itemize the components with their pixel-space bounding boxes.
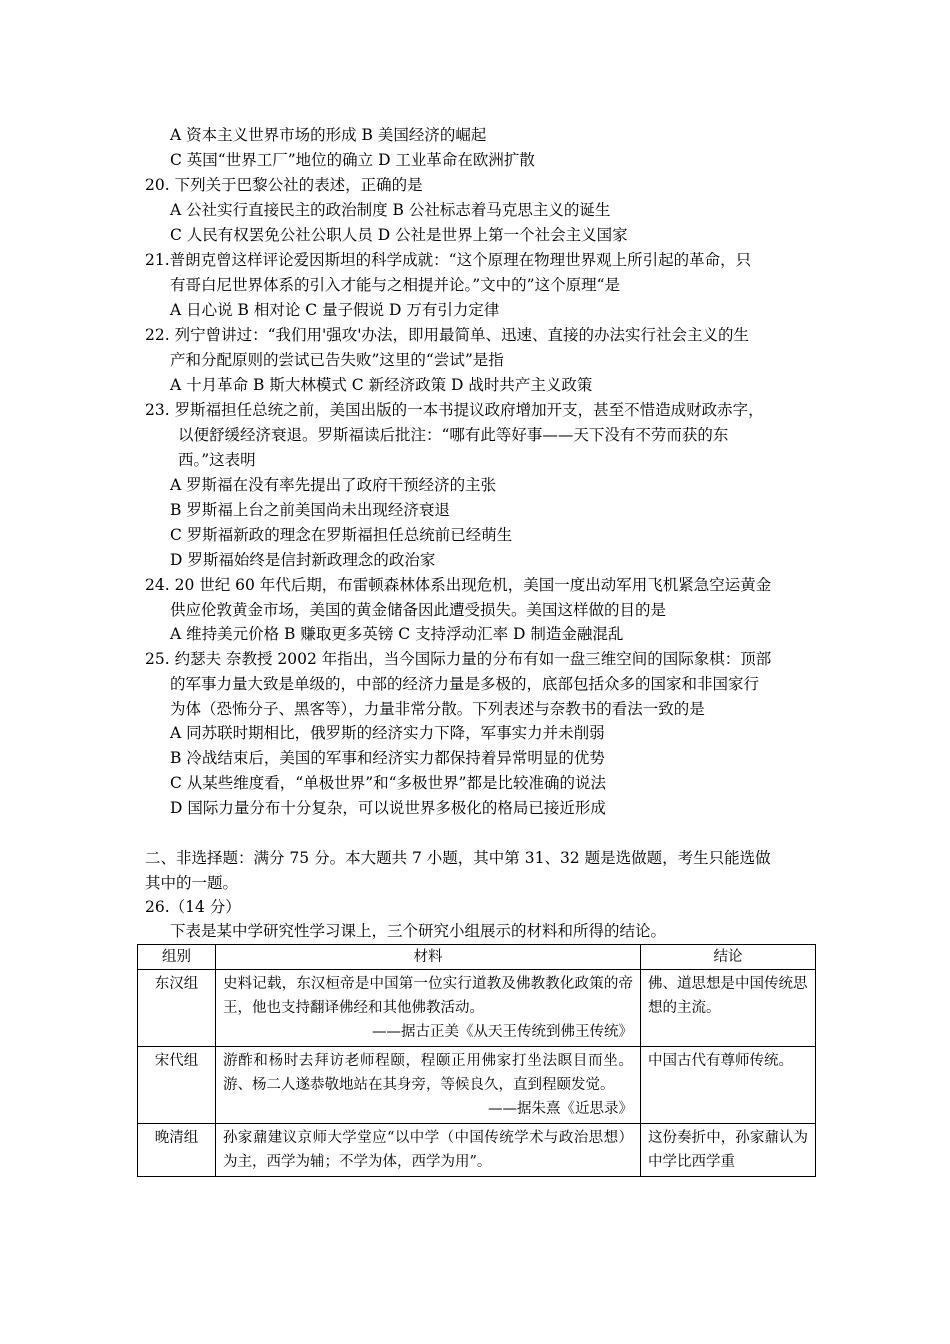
row-source: ——据古正美《从天王传统到佛王传统》 <box>372 1024 633 1040</box>
q25-option-a: A 同苏联时期相比，俄罗斯的经济实力下降，军事实力并未削弱 <box>170 724 605 742</box>
q24-stem-line-1: 24. 20 世纪 60 年代后期，布雷顿森林体系出现危机，美国一度出动军用飞机紧急空运黄金 <box>145 576 772 594</box>
q23-option-d: D 罗斯福始终是信封新政理念的政治家 <box>170 551 436 569</box>
section-2-line-2: 其中的一题。 <box>145 874 239 892</box>
q20-stem: 20. 下列关于巴黎公社的表述，正确的是 <box>145 176 423 194</box>
q24-stem-line-2: 供应伦敦黄金市场，美国的黄金储备因此遭受损失。美国这样做的目的是 <box>170 601 667 619</box>
q25-stem-line-1: 25. 约瑟夫 奈教授 2002 年指出，当今国际力量的分布有如一盘三维空间的国际象棋：顶部 <box>145 650 772 668</box>
q23-option-b: B 罗斯福上台之前美国尚未出现经济衰退 <box>170 501 450 519</box>
row-group: 晚清组 <box>138 1124 216 1177</box>
q21-stem-line-2: 有哥白尼世界体系的引入才能与之相提并论。”文中的”这个原理“是 <box>170 276 621 294</box>
header-conclusion: 结论 <box>641 945 816 970</box>
row-material: 游酢和杨时去拜访老师程颐，程颐正用佛家打坐法瞑目而坐。游、杨二人遂恭敬地站在其身旁，等候良久，直到程颐发觉。 <box>223 1053 633 1093</box>
q26-table <box>137 944 816 1177</box>
q26-intro: 下表是某中学研究性学习课上，三个研究小组展示的材料和所得的结论。 <box>170 922 667 940</box>
section-2-line-1: 二、非选择题：满分 75 分。本大题共 7 小题，其中第 31、32 题是选做题，考生只能选做 <box>145 849 771 867</box>
q25-stem-line-3: 为体（恐怖分子、黑客等），力量非常分散。下列表述与奈教书的看法一致的是 <box>170 700 705 718</box>
q23-stem-line-2: 以便舒缓经济衰退。罗斯福读后批注：“哪有此等好事——天下没有不劳而获的东 <box>178 426 729 444</box>
q24-options: A 维持美元价格 B 赚取更多英镑 C 支持浮动汇率 D 制造金融混乱 <box>170 625 624 643</box>
q19-option-line-1: A 资本主义世界市场的形成 B 美国经济的崛起 <box>170 126 487 144</box>
row-conclusion: 这份奏折中，孙家鼐认为中学比西学重 <box>641 1124 816 1177</box>
q23-option-a: A 罗斯福在没有率先提出了政府干预经济的主张 <box>170 476 497 494</box>
row-material-cell <box>216 1047 641 1124</box>
q23-option-c: C 罗斯福新政的理念在罗斯福担任总统前已经萌生 <box>170 526 513 544</box>
q25-stem-line-2: 的军事力量大致是单级的，中部的经济力量是多极的，底部包括众多的国家和非国家行 <box>170 675 760 693</box>
q19-option-line-2: C 英国“世界工厂”地位的确立 D 工业革命在欧洲扩散 <box>170 151 535 169</box>
table-row <box>138 1124 816 1177</box>
row-group: 宋代组 <box>138 1047 216 1124</box>
header-material: 材料 <box>216 945 641 970</box>
q23-stem-line-1: 23. 罗斯福担任总统之前，美国出版的一本书提议政府增加开支，甚至不惜造成财政赤字， <box>145 401 764 419</box>
table-row <box>138 970 816 1047</box>
q20-option-line-2: C 人民有权罢免公社公职人员 D 公社是世界上第一个社会主义国家 <box>170 226 628 244</box>
q25-option-c: C 从某些维度看，“单极世界”和“多极世界”都是比较准确的说法 <box>170 774 606 792</box>
table-header-row <box>138 945 816 970</box>
row-source: ——据朱熹《近思录》 <box>488 1101 633 1117</box>
q26-heading: 26.（14 分） <box>145 898 241 916</box>
q22-stem-line-2: 产和分配原则的尝试已告失败”这里的“尝试”是指 <box>170 351 504 369</box>
row-conclusion: 中国古代有尊师传统。 <box>641 1047 816 1124</box>
row-group: 东汉组 <box>138 970 216 1047</box>
row-material-cell <box>216 1124 641 1177</box>
header-group: 组别 <box>138 945 216 970</box>
row-material: 史料记载，东汉桓帝是中国第一位实行道教及佛教教化政策的帝王，他也支持翻译佛经和其他佛教活动。 <box>223 976 633 1016</box>
q25-option-d: D 国际力量分布十分复杂，可以说世界多极化的格局已接近形成 <box>170 799 606 817</box>
q21-stem-line-1: 21.普朗克曾这样评论爱因斯坦的科学成就：“这个原理在物理世界观上所引起的革命，只 <box>145 251 752 269</box>
table-row <box>138 1047 816 1124</box>
q22-stem-line-1: 22. 列宁曾讲过：“我们用'强攻'办法，即用最简单、迅速、直接的办法实行社会主义的生 <box>145 326 750 344</box>
q20-option-line-1: A 公社实行直接民主的政治制度 B 公社标志着马克思主义的诞生 <box>170 201 611 219</box>
q25-option-b: B 冷战结束后，美国的军事和经济实力都保持着异常明显的优势 <box>170 749 605 767</box>
row-material-cell <box>216 970 641 1047</box>
row-material: 孙家鼐建议京师大学堂应“以中学（中国传统学术与政治思想）为主，西学为辅；不学为体，西学为用”。 <box>223 1130 633 1170</box>
q21-options: A 日心说 B 相对论 C 量子假说 D 万有引力定律 <box>170 301 500 319</box>
row-conclusion: 佛、道思想是中国传统思想的主流。 <box>641 970 816 1047</box>
q23-stem-line-3: 西。”这表明 <box>178 451 256 469</box>
q22-options: A 十月革命 B 斯大林模式 C 新经济政策 D 战时共产主义政策 <box>170 376 593 394</box>
